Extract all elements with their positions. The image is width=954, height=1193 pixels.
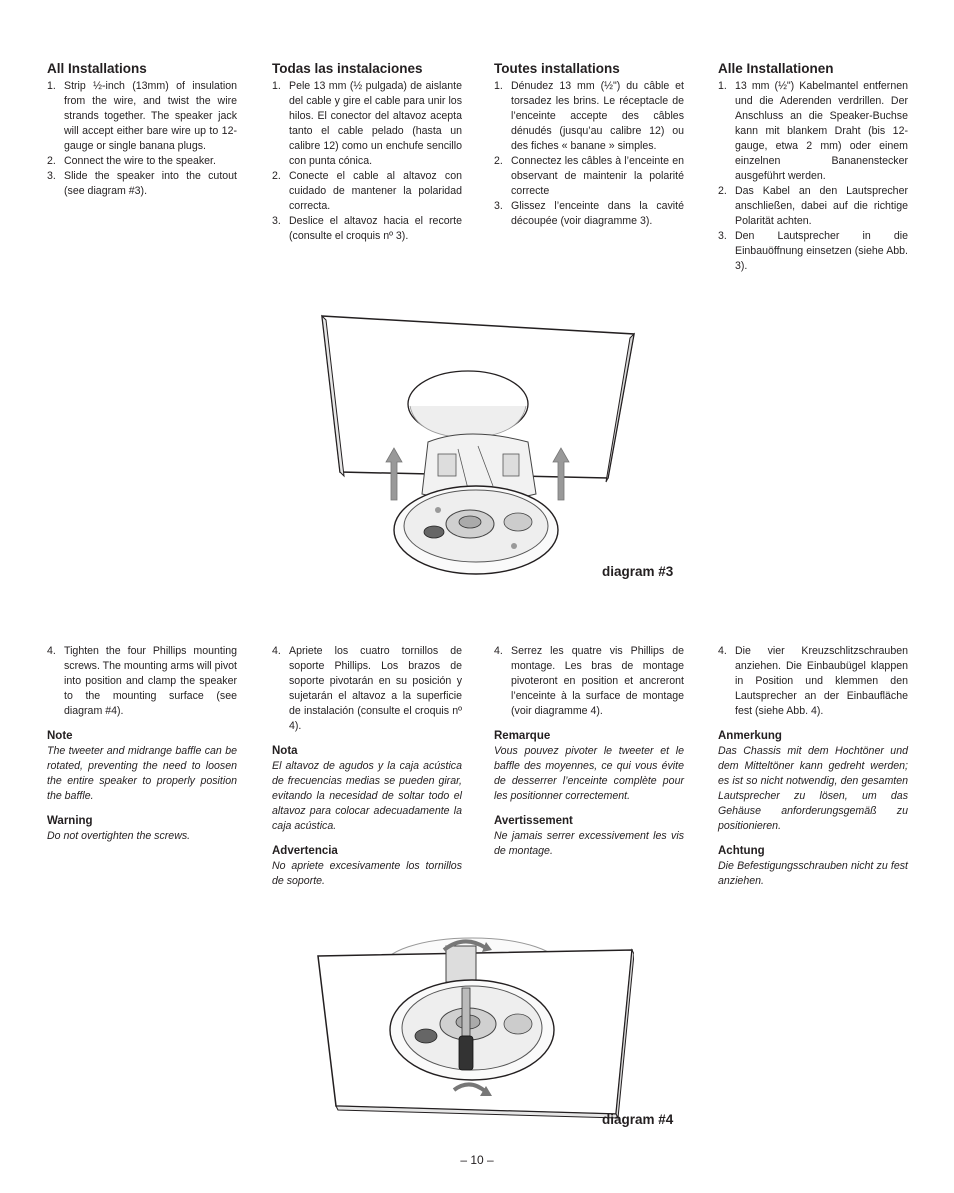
heading-toutes-installations: Toutes installations	[494, 61, 620, 76]
steps-list	[47, 79, 237, 199]
column-spanish-top	[272, 61, 462, 244]
warning-text: No apriete excesivamente los tornillos de soporte.	[272, 860, 462, 887]
heading-alle-installationen: Alle Installationen	[718, 61, 834, 76]
list-item: 1. Dénudez 13 mm (½") du câble et torsadez les brins. Le réceptacle de l’enceinte accepte des câbles dénudés (jusqu’au calibre 12) ou des fiches « banane » simples.	[494, 80, 684, 152]
diagram-4-label: diagram #4	[602, 1112, 674, 1127]
list-item: 1. Strip ½-inch (13mm) of insulation from the wire, and twist the wire strands together. The speaker jack will accept either bare wire up to 12-gauge or single banana plugs.	[47, 80, 237, 152]
column-french-bottom	[494, 644, 684, 859]
heading-todas-instalaciones: Todas las instalaciones	[272, 61, 423, 76]
note-heading: Anmerkung	[718, 730, 782, 742]
diagram-4-illustration	[314, 928, 634, 1128]
warning-text: Ne jamais serrer excessivement les vis de montage.	[494, 830, 684, 857]
warning-heading: Warning	[47, 815, 93, 827]
steps-list	[494, 79, 684, 229]
list-item: 2. Conecte el cable al altavoz con cuidado de mantener la polaridad correcta.	[272, 170, 462, 212]
note-heading: Nota	[272, 745, 298, 757]
warning-heading: Advertencia	[272, 845, 338, 857]
note-heading: Note	[47, 730, 73, 742]
column-german-top	[718, 61, 908, 274]
list-item: 3. Glissez l’enceinte dans la cavité découpée (voir diagramme 3).	[494, 200, 684, 227]
diagram-3-illustration	[318, 314, 638, 584]
warning-text: Do not overtighten the screws.	[47, 830, 191, 842]
note-text: Vous pouvez pivoter le tweeter et le baffle des moyennes, ce qui vous évite de desserrer l’enceinte complète pour les positionner correctement.	[494, 745, 684, 802]
list-item: 1. 13 mm (½") Kabelmantel entfernen und die Aderenden verdrillen. Der Anschluss an die Speaker-Buchse kann mit blankem Draht (bis 12-gauge, etwa 2 mm) oder einem einzelnen Bananenstecker ausgeführt werden.	[718, 80, 908, 182]
note-text: Das Chassis mit dem Hochtöner und dem Mitteltöner kann gedreht werden; es ist so nicht notwendig, den gesamten Lautsprecher zu lösen, um das Gehäuse anforderungsgemäß zu positionieren.	[718, 745, 908, 832]
column-french-top	[494, 61, 684, 229]
list-item: 2. Das Kabel an den Lautsprecher anschließen, dabei auf die richtige Polarität achten.	[718, 185, 908, 227]
heading-all-installations: All Installations	[47, 61, 147, 76]
column-german-bottom	[718, 644, 908, 889]
note-text: El altavoz de agudos y la caja acústica de frecuencias medias se pueden girar, evitando la necesidad de soltar todo el altavoz para colocar adecuadamente la caja acústica.	[272, 760, 462, 832]
column-english-bottom	[47, 644, 237, 844]
list-item: 4. Die vier Kreuzschlitzschrauben anziehen. Die Einbaubügel klappen in Position und klemmen den Lautsprecher an der Einbaufläche fest (siehe Abb. 4).	[718, 645, 908, 717]
list-item: 4. Serrez les quatre vis Phillips de montage. Les bras de montage pivoteront en position et ancreront l’enceinte à la surface de montage (voir diagramme 4).	[494, 645, 684, 717]
list-item: 2. Connectez les câbles à l’enceinte en observant de maintenir la polarité correcte	[494, 155, 684, 197]
warning-heading: Avertissement	[494, 815, 573, 827]
page-number: – 10 –	[460, 1153, 494, 1167]
warning-text: Die Befestigungsschrauben nicht zu fest anziehen.	[718, 860, 908, 887]
list-item: 2. Connect the wire to the speaker.	[47, 155, 216, 167]
list-item: 4. Apriete los cuatro tornillos de soporte Phillips. Los brazos de soporte pivotarán en su posición y sujetarán el altavoz a la superficie de instalación (consulte el croquis nº 4).	[272, 645, 462, 732]
steps-list	[718, 79, 908, 274]
column-spanish-bottom	[272, 644, 462, 889]
note-text: The tweeter and midrange baffle can be rotated, preventing the need to loosen the entire speaker to properly position the baffle.	[47, 745, 237, 802]
diagram-3-label: diagram #3	[602, 564, 674, 579]
column-english-top	[47, 61, 237, 199]
list-item: 3. Deslice el altavoz hacia el recorte (consulte el croquis nº 3).	[272, 215, 462, 242]
list-item: 3. Den Lautsprecher in die Einbauöffnung einsetzen (siehe Abb. 3).	[718, 230, 908, 272]
list-item: 3. Slide the speaker into the cutout (see diagram #3).	[47, 170, 237, 197]
warning-heading: Achtung	[718, 845, 765, 857]
list-item: 1. Pele 13 mm (½ pulgada) de aislante del cable y gire el cable para unir los hilos. El conector del altavoz acepta tanto el cable pelado (hasta un calibre 12) como un enchufe sencillo con punta cónica.	[272, 80, 462, 167]
list-item: 4. Tighten the four Phillips mounting screws. The mounting arms will pivot into position and clamp the speaker to the mounting surface (see diagram #4).	[47, 645, 237, 717]
steps-list	[272, 79, 462, 244]
note-heading: Remarque	[494, 730, 551, 742]
